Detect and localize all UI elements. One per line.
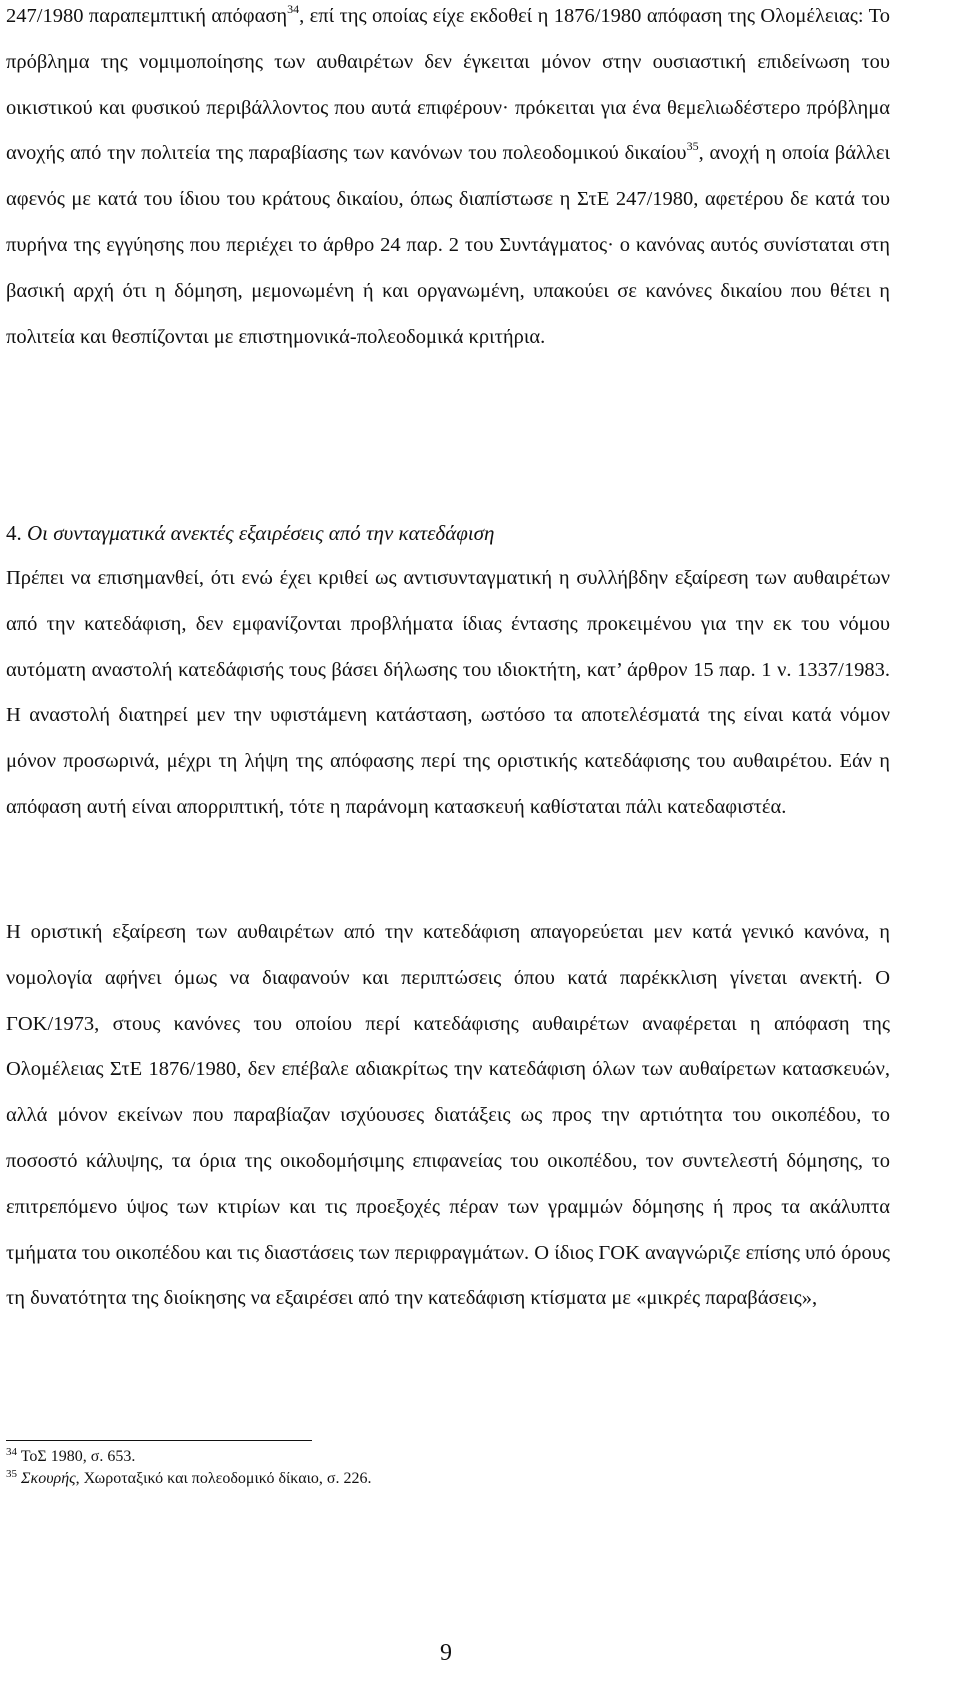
footnote-35-author: Σκουρής bbox=[21, 1470, 76, 1487]
footnote-ref-34[interactable]: 34 bbox=[287, 2, 300, 16]
footnote-ref-35[interactable]: 35 bbox=[686, 139, 699, 154]
page-number: 9 bbox=[440, 1640, 452, 1666]
section-number: 4. bbox=[6, 521, 22, 545]
footnote-separator bbox=[6, 1440, 312, 1441]
footnote-34-number: 34 bbox=[6, 1446, 17, 1458]
paragraph-2: Πρέπει να επισημανθεί, ότι ενώ έχει κριθεί ως αντισυνταγματική η συλλήβδην εξαίρεση των αυθαιρέτων από την κατεδάφιση, δεν εμφανίζονται προβλήματα ίδιας έντασης προκειμένου για την εκ του νόμου αυτόματη αναστολή κατεδάφισής τους βάσει δήλωσης του ιδιοκτήτη, κατ’ άρθρον 15 παρ. 1 ν. 1337/1983. Η αναστολή διατηρεί μεν την υφιστάμενη κατάσταση, ωστόσο τα αποτελέσματά της είναι κατά νόμον μόνον προσωρινά, μέχρι τη λήψη της απόφασης περί της οριστικής κατεδάφισης του αυθαιρέτου. Εάν η απόφαση αυτή είναι απορριπτική, τότε η παράνομη κατασκευή καθίσταται πάλι κατεδαφιστέα. bbox=[6, 567, 890, 818]
section-title: Οι συνταγματικά ανεκτές εξαιρέσεις από την κατεδάφιση bbox=[27, 521, 495, 545]
footnote-35-number: 35 bbox=[6, 1468, 17, 1480]
section-heading bbox=[6, 510, 890, 556]
footnote-35-text: , Χωροταξικό και πολεοδομικό δίκαιο, σ. 226. bbox=[75, 1470, 372, 1487]
paragraph-1-text-a: 247/1980 παραπεμπτική απόφαση bbox=[6, 5, 288, 27]
paragraph-1-text-b: , επί της οποίας είχε εκδοθεί η 1876/1980 απόφαση της Ολομέλειας: Το πρόβλημα της νομιμοποίησης των αυθαιρέτων δεν έγκειται μόνον στην ουσιαστική επιδείνωση του οικιστικού και φυσικού περιβάλλοντος που αυτά επιφέρουν· πρόκειται για ένα θεμελιωδέστερο πρόβλημα ανοχής από την πολιτεία της παραβίασης των κανόνων του πολεοδομικού δικαίου bbox=[6, 5, 891, 165]
paragraph-1-text-c: , ανοχή η οποία βάλλει αφενός με κατά του ίδιου του κράτους δικαίου, όπως διαπίστωσε η ΣτΕ 247/1980, αφετέρου δε κατά του πυρήνα της εγγύησης που περιέχει το άρθρο 24 παρ. 2 του Συντάγματος· ο κανόνας αυτός συνίσταται στη βασική αρχή ότι η δόμηση, μεμονωμένη ή και οργανωμένη, υπακούει σε κανόνες δικαίου που θέτει η πολιτεία και θεσπίζονται με επιστημονικά-πολεοδομικά κριτήρια. bbox=[6, 142, 890, 348]
footnote-35 bbox=[6, 1468, 372, 1490]
paragraph-1 bbox=[6, 0, 890, 360]
paragraph-3: Η οριστική εξαίρεση των αυθαιρέτων από την κατεδάφιση απαγορεύεται μεν κατά γενικό κανόνα, η νομολογία αφήνει όμως να διαφανούν και περιπτώσεις όπου κατά παρέκκλιση γίνεται ανεκτή. Ο ΓΟΚ/1973, στους κανόνες του οποίου περί κατεδάφισης αυθαιρέτων αναφέρεται η απόφαση της Ολομέλειας ΣτΕ 1876/1980, δεν επέβαλε αδιακρίτως την κατεδάφιση όλων των αυθαίρετων κατασκευών, αλλά μόνον εκείνων που παραβίαζαν ισχύουσες διατάξεις ως προς την αρτιότητα του οικοπέδου, το ποσοστό κάλυψης, τα όρια της οικοδομήσιμης επιφανείας του οικοπέδου, τον συντελεστή δόμησης, το επιτρεπόμενο ύψος των κτιρίων και τις προεξοχές πέραν των γραμμών δόμησης ή προς τα ακάλυπτα τμήματα του οικοπέδου και τις διαστάσεις των περιφραγμάτων. Ο ίδιος ΓΟΚ αναγνώριζε επίσης υπό όρους τη δυνατότητα της διοίκησης να εξαιρέσει από την κατεδάφιση κτίσματα με «μικρές παραβάσεις», bbox=[6, 921, 890, 1310]
footnote-34-text: ΤοΣ 1980, σ. 653. bbox=[20, 1448, 136, 1465]
footnote-34 bbox=[6, 1446, 135, 1468]
